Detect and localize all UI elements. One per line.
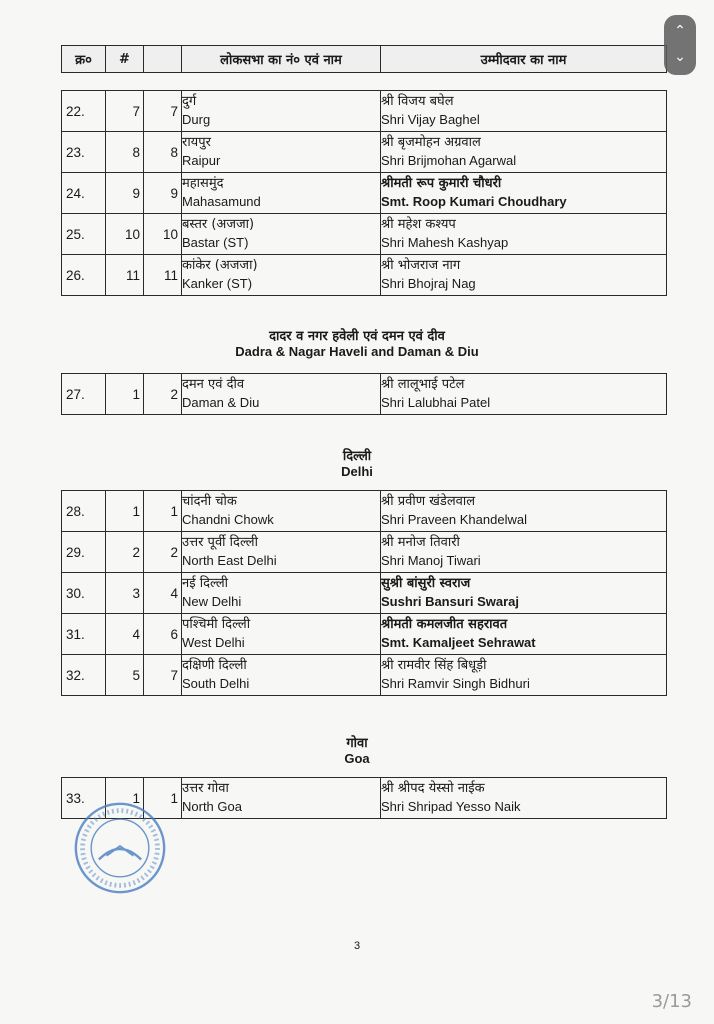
section-heading-hindi: गोवा [346,736,368,751]
serial-number: 33. [62,778,106,819]
constituency-cell [182,532,381,573]
candidate-hindi: श्री रामवीर सिंह बिधूड़ी [381,658,487,673]
candidate-hindi: श्री लालूभाई पटेल [381,377,465,392]
state-seat-number: 8 [106,132,144,173]
constituency-english: Bastar (ST) [182,235,249,250]
constituency-english: Daman & Diu [182,395,260,410]
constituency-cell [182,655,381,696]
constituency-cell [182,132,381,173]
state-seat-number: 9 [106,173,144,214]
constituency-hindi: महासमुंद [182,176,224,191]
constituency-number: 7 [144,91,182,132]
table-row [62,91,667,132]
constituency-cell [182,614,381,655]
table-row [62,173,667,214]
table-row [62,614,667,655]
candidate-cell [381,214,667,255]
candidate-english: Shri Mahesh Kashyap [381,235,509,250]
page-counter: 3/13 [651,991,692,1012]
candidate-table-chhattisgarh [61,90,667,296]
constituency-english: Chandni Chowk [182,512,274,527]
header-seat: लोकसभा का नं० एवं नाम [182,46,381,73]
constituency-hindi: नई दिल्ली [182,576,229,591]
constituency-english: Raipur [182,153,221,168]
candidate-cell [381,655,667,696]
header-num: # [106,46,144,73]
candidate-cell [381,614,667,655]
page-scroll-control[interactable] [664,15,696,75]
candidate-hindi: श्री बृजमोहन अग्रवाल [381,135,481,150]
constituency-cell [182,491,381,532]
serial-number: 30. [62,573,106,614]
constituency-number: 2 [144,374,182,415]
constituency-number: 7 [144,655,182,696]
page-number: 3 [353,940,361,952]
section-heading-hindi: दादर व नगर हवेली एवं दमन एवं दीव [269,329,445,344]
section-heading-english: Dadra & Nagar Haveli and Daman & Diu [235,344,479,359]
state-seat-number: 1 [106,374,144,415]
candidate-hindi: श्रीमती रूप कुमारी चौधरी [381,176,502,191]
constituency-english: Durg [182,112,211,127]
candidate-english: Shri Bhojraj Nag [381,276,476,291]
constituency-english: North Goa [182,799,242,814]
state-seat-number: 2 [106,532,144,573]
serial-number: 32. [62,655,106,696]
candidate-hindi: श्री विजय बघेल [381,94,454,109]
constituency-hindi: रायपुर [182,135,211,150]
candidate-cell [381,374,667,415]
constituency-hindi: दक्षिणी दिल्ली [182,658,247,673]
candidate-cell [381,491,667,532]
chevron-down-icon[interactable]: ⌄ [674,49,686,65]
candidate-english: Shri Shripad Yesso Naik [381,799,521,814]
state-seat-number: 7 [106,91,144,132]
constituency-number: 2 [144,532,182,573]
serial-number: 26. [62,255,106,296]
header-sn: क्र० [62,46,106,73]
table-row [62,374,667,415]
constituency-number: 11 [144,255,182,296]
constituency-hindi: पश्चिमी दिल्ली [182,617,251,632]
table-row [62,132,667,173]
constituency-english: West Delhi [182,635,245,650]
candidate-english: Shri Lalubhai Patel [381,395,491,410]
constituency-cell [182,255,381,296]
constituency-cell [182,91,381,132]
candidate-hindi: श्री श्रीपद येस्सो नाईक [381,781,485,796]
serial-number: 27. [62,374,106,415]
candidate-english: Shri Praveen Khandelwal [381,512,527,527]
candidate-cell [381,778,667,819]
section-heading-dnh-dd [0,326,714,359]
serial-number: 23. [62,132,106,173]
serial-number: 31. [62,614,106,655]
constituency-hindi: कांकेर (अजजा) [182,258,258,273]
state-seat-number: 1 [106,778,144,819]
candidate-english: Shri Manoj Tiwari [381,553,481,568]
candidate-hindi: श्री भोजराज नाग [381,258,461,273]
candidate-cell [381,573,667,614]
section-heading-english: Delhi [341,464,373,479]
header-candidate: उम्मीदवार का नाम [381,46,667,73]
constituency-number: 10 [144,214,182,255]
section-heading-delhi [0,446,714,479]
state-seat-number: 10 [106,214,144,255]
serial-number: 25. [62,214,106,255]
constituency-cell [182,374,381,415]
state-seat-number: 1 [106,491,144,532]
table-row [62,532,667,573]
constituency-number: 6 [144,614,182,655]
constituency-hindi: उत्तर गोवा [182,781,229,796]
candidate-english: Shri Vijay Baghel [381,112,480,127]
constituency-english: South Delhi [182,676,250,691]
constituency-hindi: बस्तर (अजजा) [182,217,255,232]
candidate-english: Shri Brijmohan Agarwal [381,153,517,168]
state-seat-number: 11 [106,255,144,296]
constituency-number: 1 [144,491,182,532]
candidate-cell [381,91,667,132]
candidate-cell [381,173,667,214]
candidate-english: Smt. Kamaljeet Sehrawat [381,635,536,650]
candidate-english: Smt. Roop Kumari Choudhary [381,194,567,209]
candidate-cell [381,255,667,296]
constituency-hindi: दमन एवं दीव [182,377,245,392]
constituency-number: 4 [144,573,182,614]
candidate-hindi: श्रीमती कमलजीत सहरावत [381,617,508,632]
state-seat-number: 4 [106,614,144,655]
constituency-hindi: दुर्ग [182,94,197,109]
constituency-number: 1 [144,778,182,819]
candidate-english: Shri Ramvir Singh Bidhuri [381,676,530,691]
header-blank [144,46,182,73]
chevron-up-icon[interactable]: ⌃ [674,23,686,39]
candidate-hindi: श्री प्रवीण खंडेलवाल [381,494,476,509]
constituency-hindi: उत्तर पूर्वी दिल्ली [182,535,258,550]
section-heading-hindi: दिल्ली [342,449,372,464]
constituency-english: New Delhi [182,594,242,609]
serial-number: 28. [62,491,106,532]
candidate-table-delhi [61,490,667,696]
serial-number: 22. [62,91,106,132]
constituency-number: 9 [144,173,182,214]
table-row [62,255,667,296]
serial-number: 29. [62,532,106,573]
table-row [62,655,667,696]
constituency-cell [182,778,381,819]
state-seat-number: 5 [106,655,144,696]
constituency-hindi: चांदनी चोक [182,494,237,509]
candidate-english: Sushri Bansuri Swaraj [381,594,519,609]
constituency-number: 8 [144,132,182,173]
candidate-hindi: श्री मनोज तिवारी [381,535,460,550]
table-row [62,214,667,255]
constituency-cell [182,214,381,255]
serial-number: 24. [62,173,106,214]
candidate-cell [381,132,667,173]
constituency-english: Kanker (ST) [182,276,253,291]
candidate-table-dnh-dd [61,373,667,415]
table-row [62,573,667,614]
state-seat-number: 3 [106,573,144,614]
section-heading-goa [0,733,714,766]
office-stamp-seal [72,800,168,896]
candidate-hindi: सुश्री बांसुरी स्वराज [381,576,471,591]
column-header-table [61,45,667,73]
constituency-cell [182,173,381,214]
constituency-english: Mahasamund [182,194,261,209]
constituency-cell [182,573,381,614]
candidate-cell [381,532,667,573]
section-heading-english: Goa [344,751,370,766]
constituency-english: North East Delhi [182,553,277,568]
table-row [62,491,667,532]
candidate-hindi: श्री महेश कश्यप [381,217,456,232]
